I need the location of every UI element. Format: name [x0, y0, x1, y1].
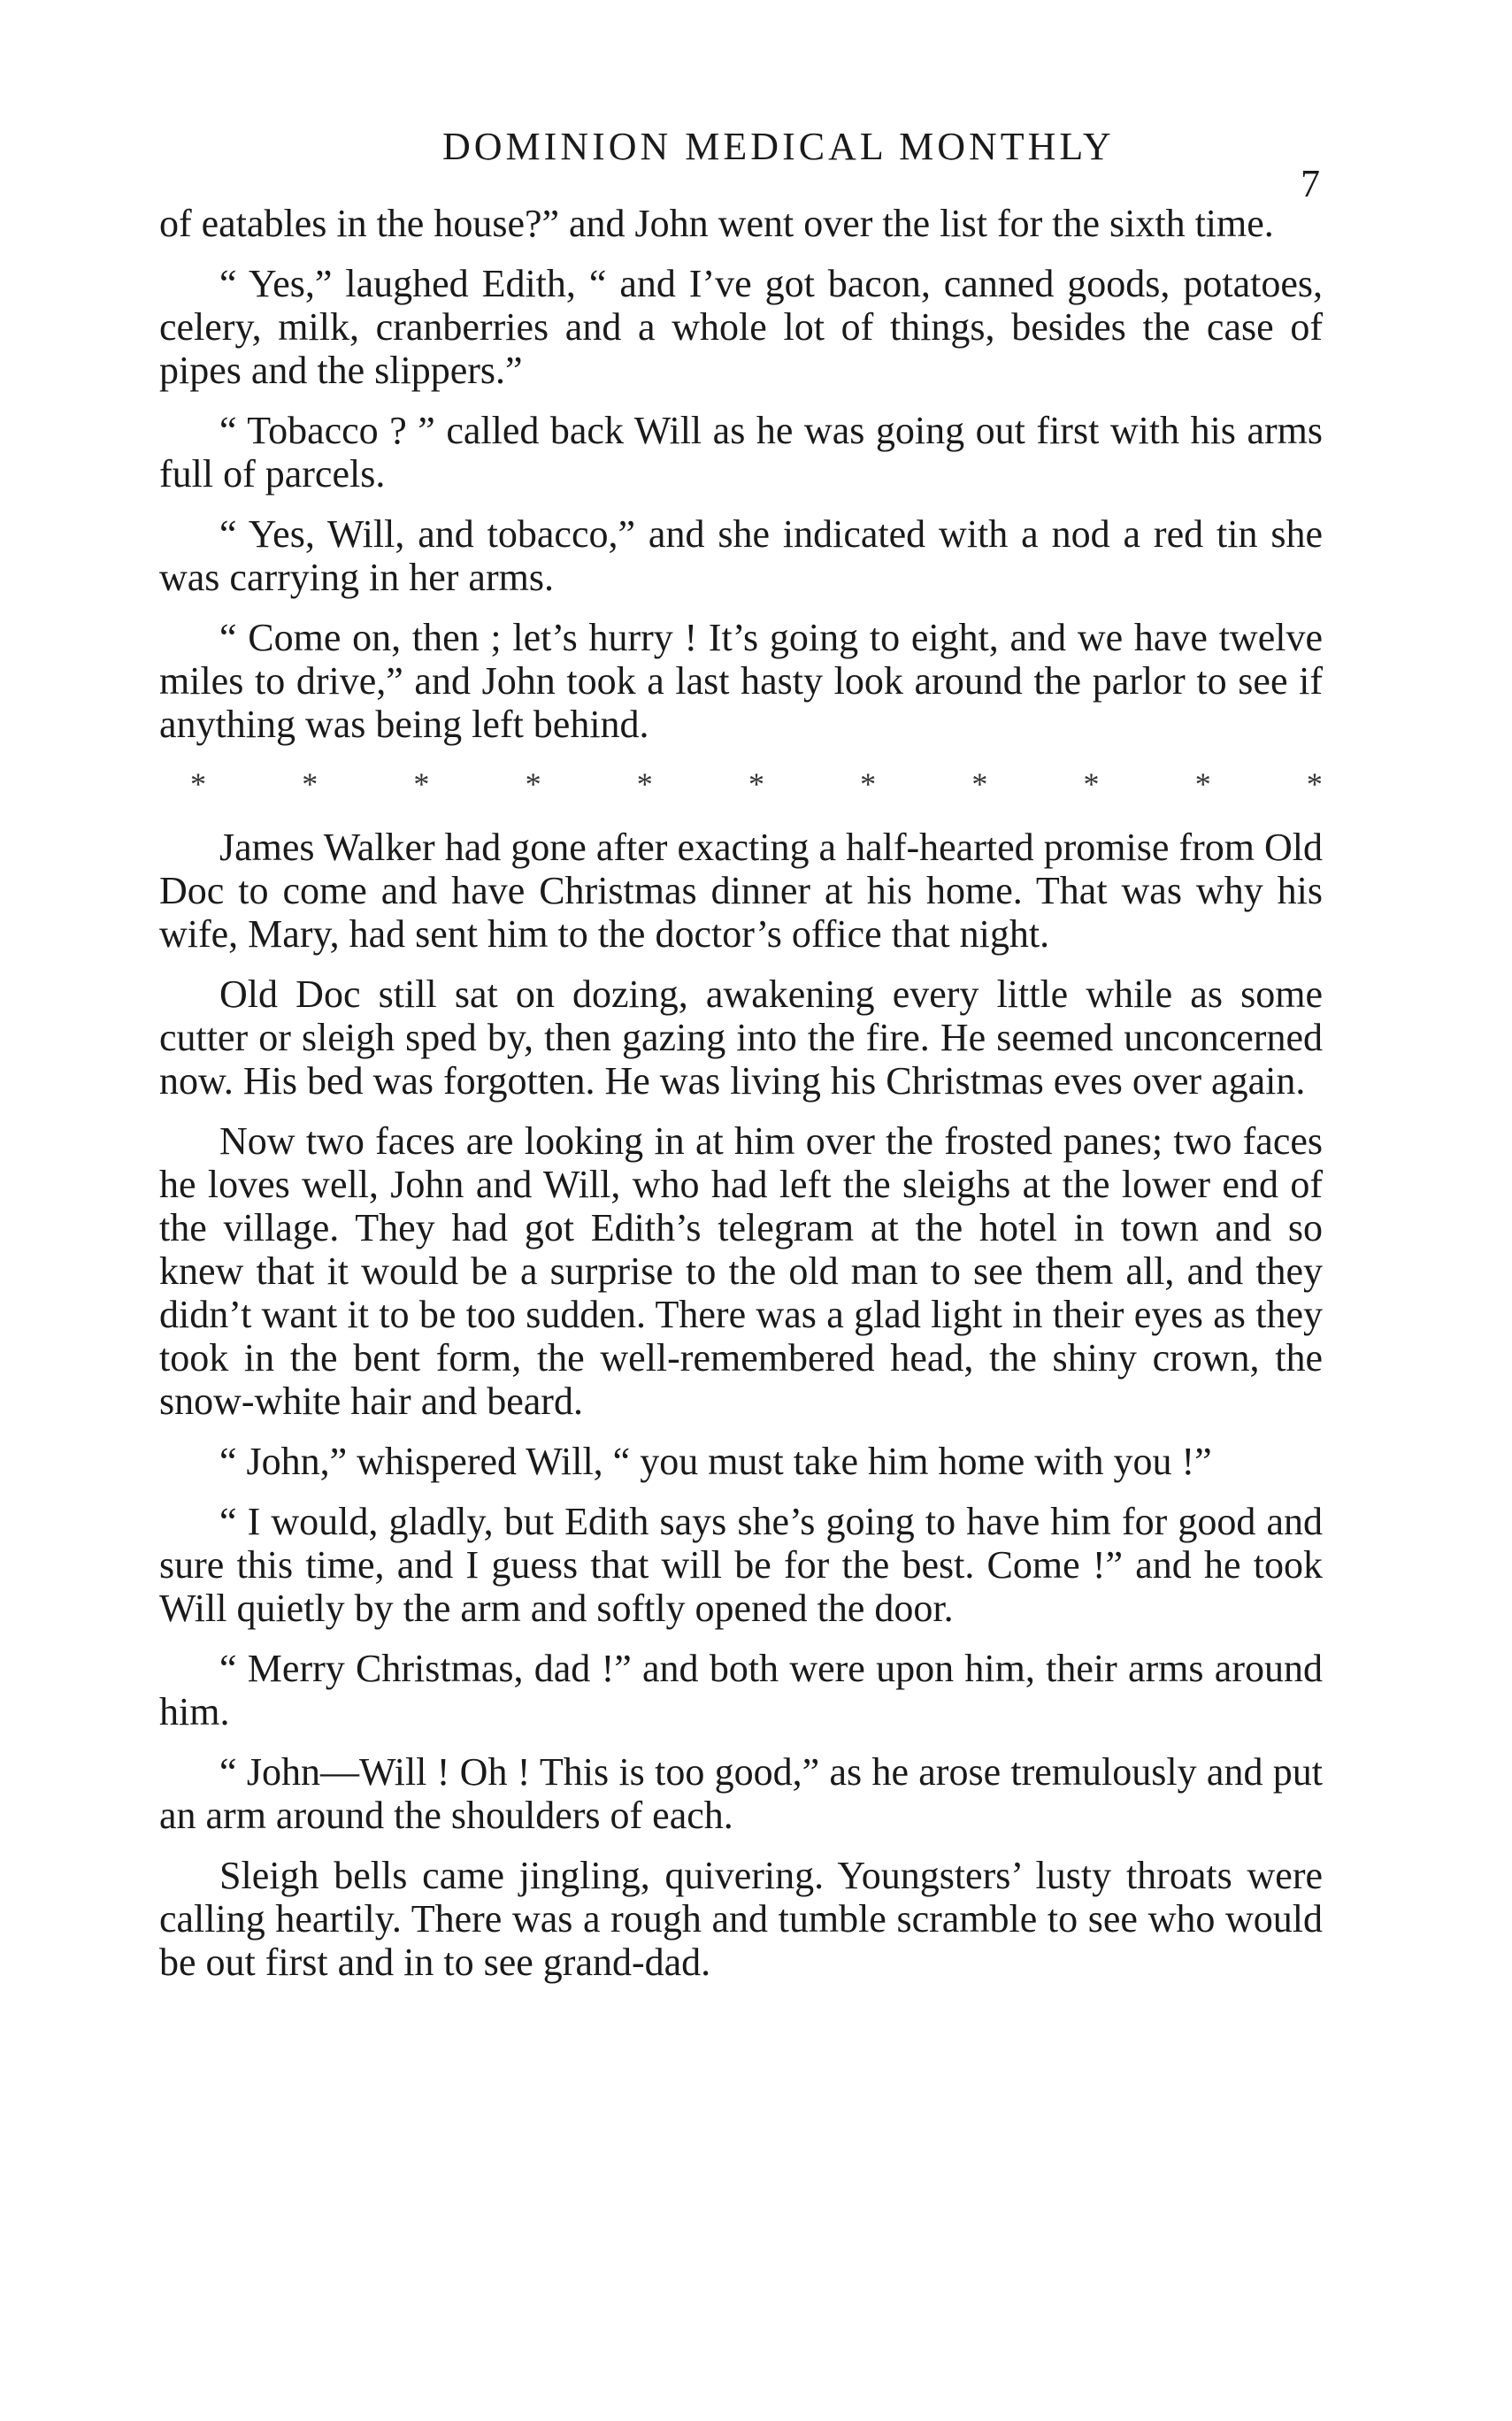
- asterisk: *: [1194, 766, 1211, 802]
- asterisk: *: [190, 766, 206, 802]
- paragraph: “ I would, gladly, but Edith says she’s going to have him for good and sure this time, and I guess that will be for the best. Come !” and he took Will quietly by the arm and softly opened the door.: [159, 1500, 1323, 1630]
- paragraph: of eatables in the house?” and John went over the list for the sixth time.: [159, 202, 1274, 245]
- article-body: [159, 202, 1323, 2001]
- paragraph: “ John,” whispered Will, “ you must take him home with you !”: [219, 1440, 1212, 1483]
- paragraph: “ John—Will ! Oh ! This is too good,” as he arose tremulously and put an arm around the shoulders of each.: [159, 1750, 1323, 1837]
- asterisk: *: [1083, 766, 1100, 802]
- asterisk: *: [1306, 766, 1323, 802]
- paragraph: “ Yes, Will, and tobacco,” and she indicated with a nod a red tin she was carrying in her arms.: [159, 512, 1323, 599]
- paragraph: “ Merry Christmas, dad !” and both were upon him, their arms around him.: [159, 1647, 1323, 1733]
- paragraph: Sleigh bells came jingling, quivering. Youngsters’ lusty throats were calling heartily. There was a rough and tumble scramble to see who would be out first and in to see grand-dad.: [159, 1854, 1323, 1984]
- asterisk: *: [971, 766, 988, 802]
- paragraph: “ Come on, then ; let’s hurry ! It’s going to eight, and we have twelve miles to drive,” and John took a last hasty look around the parlor to see if anything was being left behind.: [159, 616, 1323, 746]
- paragraph: “ Yes,” laughed Edith, “ and I’ve got bacon, canned goods, potatoes, celery, milk, cranberries and a whole lot of things, besides the case of pipes and the slippers.”: [159, 262, 1323, 392]
- asterisk: *: [525, 766, 541, 802]
- running-head: DOMINION MEDICAL MONTHLY: [442, 125, 1115, 168]
- paragraph: Now two faces are looking in at him over the frosted panes; two faces he loves well, John and Will, who had left the sleighs at the lower end of the village. They had got Edith’s telegram at the hotel in town and so knew that it would be a surprise to the old man to see them all, and they didn’t want it to be too sudden. There was a glad light in their eyes as they took in the bent form, the well-remembered head, the shiny crown, the snow-white hair and beard.: [159, 1119, 1323, 1423]
- asterisk: *: [636, 766, 653, 802]
- asterisk: *: [860, 766, 877, 802]
- asterisk: *: [748, 766, 764, 802]
- asterisk: *: [302, 766, 319, 802]
- asterisk: *: [413, 766, 430, 802]
- page-number: 7: [1301, 162, 1320, 205]
- paragraph: “ Tobacco ? ” called back Will as he was going out first with his arms full of parcels.: [159, 409, 1323, 496]
- paragraph: Old Doc still sat on dozing, awakening every little while as some cutter or sleigh sped by, then gazing into the fire. He seemed unconcerned now. His bed was forgotten. He was living his Christmas eves over again.: [159, 972, 1323, 1103]
- section-break-asterisks: [190, 763, 1323, 806]
- paragraph: James Walker had gone after exacting a half-hearted promise from Old Doc to come and have Christmas dinner at his home. That was why his wife, Mary, had sent him to the doctor’s office that night.: [159, 826, 1323, 956]
